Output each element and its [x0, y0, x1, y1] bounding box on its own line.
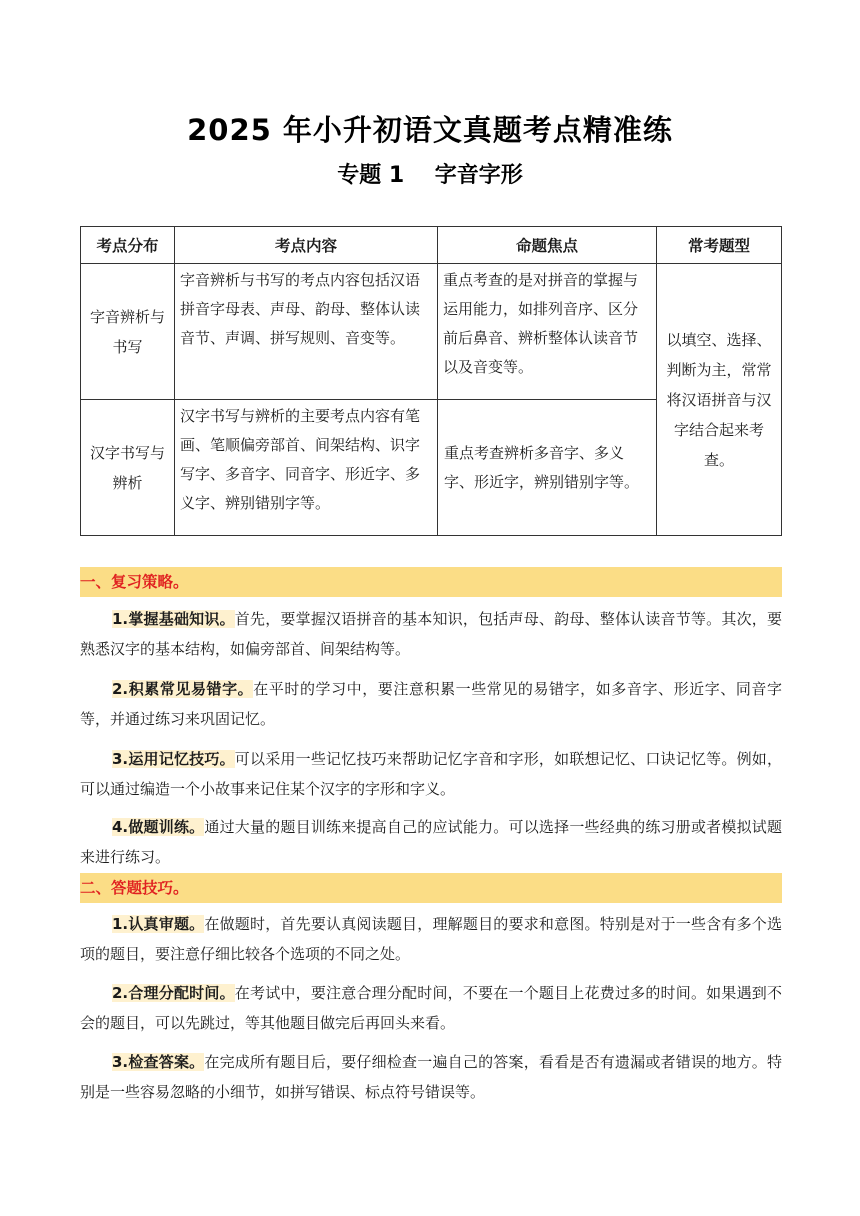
item-label: 2.合理分配时间。: [112, 984, 235, 1002]
question-types-cell: 以填空、选择、判断为主，常常将汉语拼音与汉字结合起来考查。: [657, 264, 782, 536]
list-item: [80, 909, 782, 969]
item-label: 1.掌握基础知识。: [112, 610, 235, 628]
section-heading-review: 一、复习策略。: [80, 567, 782, 597]
item-text: 在做题时，首先要认真阅读题目，理解题目的要求和意图。特别是对于一些含有多个选项的题目，要注意仔细比较各个选项的不同之处。: [80, 915, 782, 963]
list-item: [80, 604, 782, 664]
table-header-row: [81, 227, 782, 264]
section-heading-tips: 二、答题技巧。: [80, 873, 782, 903]
row-content: 汉字书写与辨析的主要考点内容有笔画、笔顺偏旁部首、间架结构、识字写字、多音字、同音字、形近字、多义字、辨别错别字等。: [175, 400, 438, 536]
document-title: 2025 年小升初语文真题考点精准练: [187, 113, 673, 147]
row-content: 字音辨析与书写的考点内容包括汉语拼音字母表、声母、韵母、整体认读音节、声调、拼写规则、音变等。: [175, 264, 438, 400]
header-question-types: 常考题型: [657, 227, 782, 264]
row-topic: 字音辨析与书写: [81, 264, 175, 400]
item-text: 在考试中，要注意合理分配时间，不要在一个题目上花费过多的时间。如果遇到不会的题目，可以先跳过，等其他题目做完后再回头来看。: [80, 984, 782, 1032]
item-text: 首先，要掌握汉语拼音的基本知识，包括声母、韵母、整体认读音节等。其次，要熟悉汉字的基本结构，如偏旁部首、间架结构等。: [80, 610, 782, 658]
item-text: 通过大量的题目训练来提高自己的应试能力。可以选择一些经典的练习册或者模拟试题来进行练习。: [80, 818, 782, 866]
list-item: [80, 812, 782, 872]
header-topic: 考点分布: [81, 227, 175, 264]
item-text: 在完成所有题目后，要仔细检查一遍自己的答案，看看是否有遗漏或者错误的地方。特别是一些容易忽略的小细节，如拼写错误、标点符号错误等。: [80, 1053, 782, 1101]
row-topic: 汉字书写与辨析: [81, 400, 175, 536]
row-focus: 重点考查辨析多音字、多义字、形近字，辨别错别字等。: [438, 400, 657, 536]
item-text: 在平时的学习中，要注意积累一些常见的易错字，如多音字、形近字、同音字等，并通过练习来巩固记忆。: [80, 680, 782, 728]
list-item: [80, 744, 782, 804]
document-subtitle: 专题 1 字音字形: [337, 163, 523, 188]
row-focus: 重点考查的是对拼音的掌握与运用能力，如排列音序、区分前后鼻音、辨析整体认读音节以及音变等。: [438, 264, 657, 400]
header-content: 考点内容: [175, 227, 438, 264]
exam-points-table: [80, 226, 782, 536]
list-item: [80, 1047, 782, 1107]
item-label: 4.做题训练。: [112, 818, 205, 836]
item-label: 3.运用记忆技巧。: [112, 750, 235, 768]
item-label: 3.检查答案。: [112, 1053, 205, 1071]
item-label: 2.积累常见易错字。: [112, 680, 254, 698]
header-focus: 命题焦点: [438, 227, 657, 264]
table-row: [81, 264, 782, 400]
list-item: [80, 978, 782, 1038]
item-label: 1.认真审题。: [112, 915, 205, 933]
list-item: [80, 674, 782, 734]
item-text: 可以采用一些记忆技巧来帮助记忆字音和字形，如联想记忆、口诀记忆等。例如，可以通过编造一个小故事来记住某个汉字的字形和字义。: [80, 750, 782, 798]
